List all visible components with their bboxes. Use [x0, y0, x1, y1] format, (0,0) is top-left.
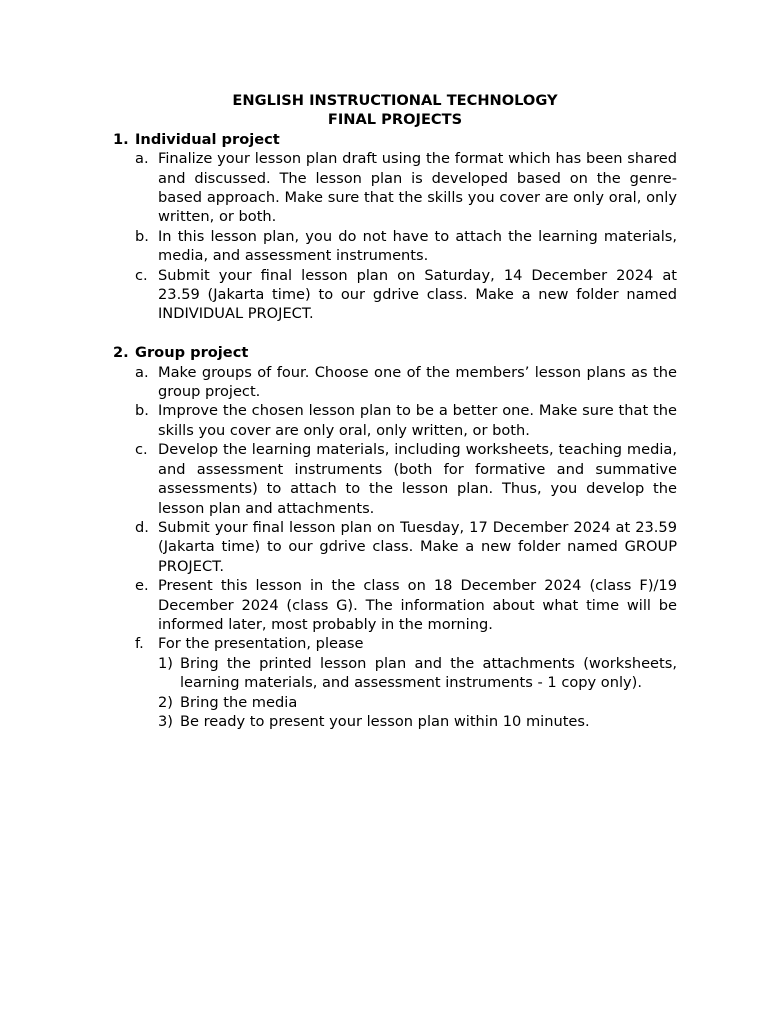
list-item	[135, 576, 677, 634]
list-item	[135, 440, 677, 518]
section-heading	[113, 130, 677, 149]
document-title-line1: ENGLISH INSTRUCTIONAL TECHNOLOGY	[232, 92, 558, 109]
document-page	[113, 91, 677, 731]
item-text: Improve the chosen lesson plan to be a better one. Make sure that the skills you cover are only oral, only written, or both.	[158, 402, 677, 439]
list-item	[135, 227, 677, 266]
section-title: Individual project	[135, 130, 280, 148]
section-title: Group project	[135, 344, 249, 362]
list-item	[135, 518, 677, 576]
list-item	[135, 149, 677, 227]
document-title-line2: FINAL PROJECTS	[327, 111, 463, 129]
sub-list-item	[158, 654, 677, 693]
section-individual-project	[113, 130, 677, 324]
list-item	[135, 634, 677, 731]
sub-item-text: Bring the media	[180, 693, 298, 711]
item-text: In this lesson plan, you do not have to attach the learning materials, media, and assessment instruments.	[158, 227, 677, 265]
item-list	[113, 363, 677, 732]
item-text: Submit your final lesson plan on Tuesday, 17 December 2024 at 23.59 (Jakarta time) to our gdrive class. Make a new folder named GROUP PROJECT.	[158, 518, 677, 575]
item-text: Present this lesson in the class on 18 December 2024 (class F)/19 December 2024 (class G). The information about what time will be informed later, most probably in the morning.	[158, 577, 677, 633]
list-item	[135, 266, 677, 324]
item-marker: b.	[135, 227, 149, 245]
item-marker: f.	[135, 635, 144, 653]
sub-item-marker: 1)	[158, 654, 173, 672]
sub-item-marker: 2)	[158, 693, 173, 711]
section-heading	[113, 343, 677, 362]
item-marker: a.	[135, 150, 149, 168]
list-item	[135, 401, 677, 440]
item-marker: e.	[135, 577, 149, 595]
section-group-project	[113, 343, 677, 731]
blank-line	[113, 324, 677, 343]
sub-item-text: Bring the printed lesson plan and the attachments (worksheets, learning materials, and assessment instruments - 1 copy only).	[180, 654, 677, 692]
item-text: Develop the learning materials, including worksheets, teaching media, and assessment instruments (both for formative and summative assessments) to attach to the lesson plan. Thus, you develop the lesson plan and attachments.	[158, 441, 677, 517]
item-text: Make groups of four. Choose one of the members’ lesson plans as the group project.	[158, 363, 677, 401]
item-marker: a.	[135, 363, 149, 381]
item-text: For the presentation, please	[158, 635, 364, 653]
item-marker: c.	[135, 441, 148, 459]
item-text: Submit your final lesson plan on Saturday, 14 December 2024 at 23.59 (Jakarta time) to our gdrive class. Make a new folder named INDIVIDUAL PROJECT.	[158, 266, 677, 323]
list-item	[135, 363, 677, 402]
sub-list-item	[158, 693, 677, 712]
item-body	[158, 634, 677, 731]
item-marker: d.	[135, 518, 149, 536]
sub-item-marker: 3)	[158, 712, 173, 730]
item-text: Finalize your lesson plan draft using the format which has been shared and discussed. The lesson plan is developed based on the genre-based approach. Make sure that the skills you cover are only oral, only written, or both.	[158, 150, 677, 226]
section-number: 2.	[113, 344, 129, 362]
item-marker: c.	[135, 266, 148, 284]
sub-list-item	[158, 712, 677, 731]
item-list	[113, 149, 677, 324]
section-number: 1.	[113, 130, 129, 148]
sub-item-text: Be ready to present your lesson plan within 10 minutes.	[180, 712, 590, 730]
item-marker: b.	[135, 402, 149, 420]
